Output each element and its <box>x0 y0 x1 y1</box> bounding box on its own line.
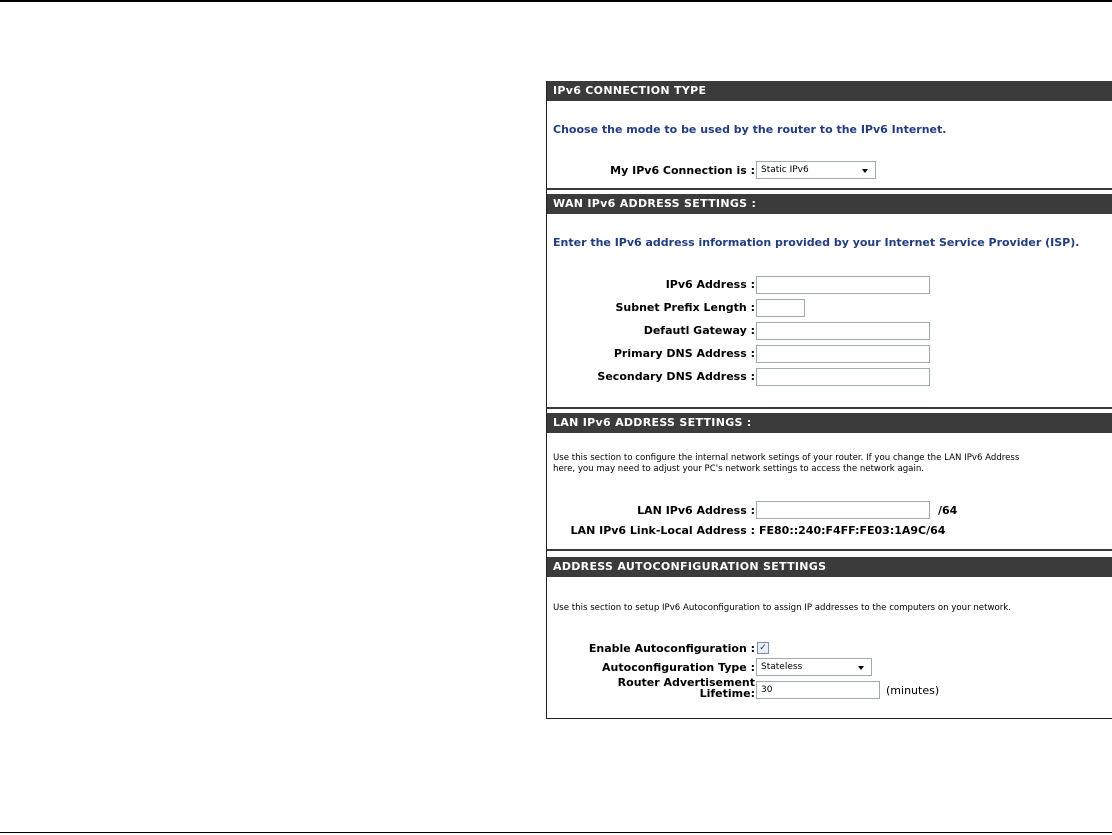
ipv6-address-label: IPv6 Address : <box>665 278 755 291</box>
lan-section <box>547 413 1112 551</box>
router-advertisement-lifetime-input[interactable] <box>756 681 880 699</box>
router-advertisement-label-line1: Router Advertisement <box>617 676 755 689</box>
router-advertisement-label-line2: Lifetime: <box>699 687 755 700</box>
connection-type-select[interactable] <box>756 161 876 179</box>
autoconfig-section <box>547 557 1112 717</box>
connection-type-selected: Static IPv6 <box>761 165 809 175</box>
default-gateway-input[interactable] <box>756 322 930 340</box>
secondary-dns-input[interactable] <box>756 368 930 386</box>
connection-type-section <box>547 81 1112 190</box>
connection-type-label: My IPv6 Connection is : <box>610 164 755 177</box>
wan-header: WAN IPv6 ADDRESS SETTINGS : <box>547 194 1112 214</box>
ipv6-address-input[interactable] <box>756 276 930 294</box>
lifetime-unit: (minutes) <box>886 684 940 697</box>
connection-type-header: IPv6 CONNECTION TYPE <box>547 81 1112 101</box>
lan-intro-line2: here, you may need to adjust your PC's network settings to access the network again. <box>553 464 925 474</box>
subnet-prefix-length-input[interactable] <box>756 299 805 317</box>
primary-dns-input[interactable] <box>756 345 930 363</box>
wan-intro: Enter the IPv6 address information provided by your Internet Service Provider (ISP). <box>553 236 1080 249</box>
subnet-prefix-length-label: Subnet Prefix Length : <box>615 301 755 314</box>
autoconfig-type-select[interactable] <box>756 658 872 676</box>
lan-link-local-value: FE80::240:F4FF:FE03:1A9C/64 <box>759 524 946 537</box>
lan-prefix-suffix: /64 <box>938 504 958 517</box>
checkmark-icon: ✓ <box>759 643 767 653</box>
top-rule <box>0 0 1112 2</box>
lan-header: LAN IPv6 ADDRESS SETTINGS : <box>547 413 1112 433</box>
autoconfig-intro: Use this section to setup IPv6 Autoconfiguration to assign IP addresses to the computers on your network. <box>553 603 1011 613</box>
lan-ipv6-address-input[interactable] <box>756 501 930 519</box>
primary-dns-label: Primary DNS Address : <box>613 347 755 360</box>
connection-type-intro: Choose the mode to be used by the router to the IPv6 Internet. <box>553 123 947 136</box>
enable-autoconfig-label: Enable Autoconfiguration : <box>588 642 755 655</box>
chevron-down-icon <box>858 666 864 670</box>
lan-link-local-label: LAN IPv6 Link-Local Address : <box>570 524 755 537</box>
lan-intro-line1: Use this section to configure the internal network setings of your router. If you change the LAN IPv6 Address <box>553 453 1020 463</box>
secondary-dns-label: Secondary DNS Address : <box>597 370 755 383</box>
enable-autoconfig-checkbox[interactable] <box>757 642 769 654</box>
lan-ipv6-address-label: LAN IPv6 Address : <box>637 504 755 517</box>
bottom-rule <box>0 832 1112 833</box>
default-gateway-label: Defautl Gateway : <box>643 324 755 337</box>
autoconfig-type-label: Autoconfiguration Type : <box>602 661 755 674</box>
router-advertisement-lifetime-label <box>595 677 755 699</box>
autoconfig-header: ADDRESS AUTOCONFIGURATION SETTINGS <box>547 557 1112 577</box>
wan-section <box>547 194 1112 409</box>
ipv6-settings-panel <box>546 81 1112 719</box>
chevron-down-icon <box>862 169 868 173</box>
autoconfig-type-selected: Stateless <box>761 662 803 672</box>
